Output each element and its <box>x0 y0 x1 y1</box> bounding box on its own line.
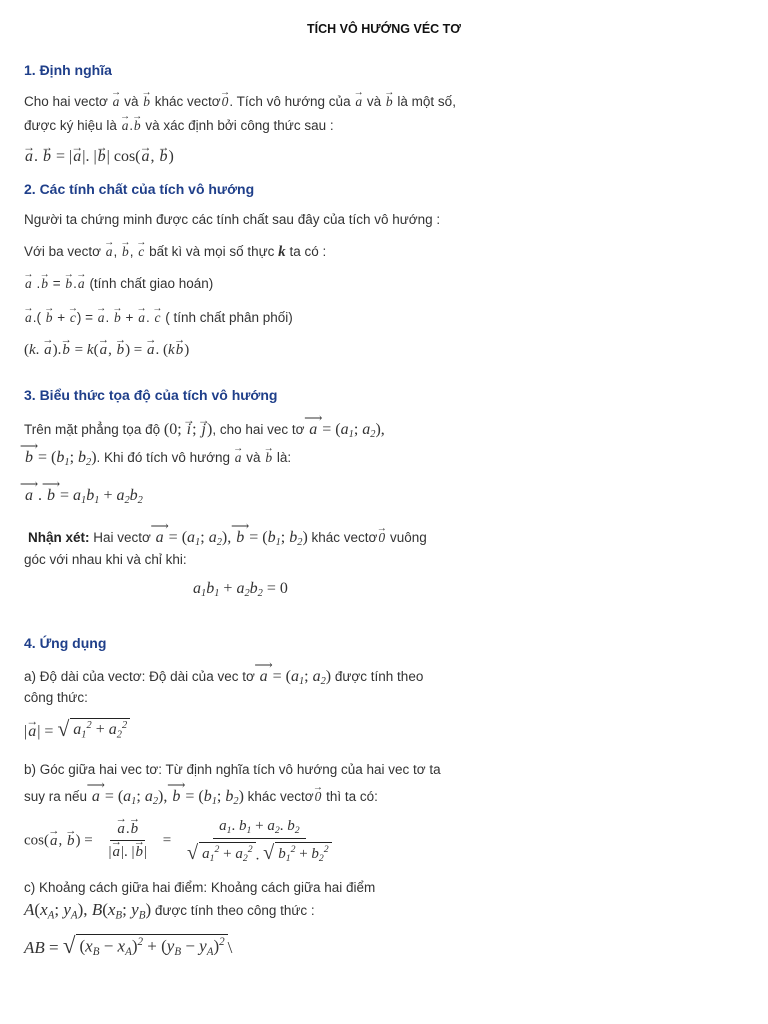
coordinate-line-2: ⟶ $b = (b_1$; $b_2$). Khi đó tích vô hướng → a và → b là: <box>24 449 291 468</box>
properties-condition: Với ba vectơ → a, → b, → c bất kì và mọi số thực k ta có : <box>24 244 326 261</box>
section-4-heading: 4. Ứng dụng <box>24 635 107 651</box>
definition-line-1: Cho hai vectơ → a và → b khác vectơ→ 0. Tích vô hướng của → a và → b là một số, <box>24 94 456 110</box>
length-formula: |→ a| = √ $a_1^2 + a_2^2$ <box>24 718 130 741</box>
section-1-heading: 1. Định nghĩa <box>24 62 112 78</box>
properties-intro: Người ta chứng minh được các tính chất sau đây của tích vô hướng : <box>24 212 441 227</box>
section-3-heading: 3. Biểu thức tọa độ của tích vô hướng <box>24 387 278 403</box>
orthogonality-condition: $a_1b_1 + a_2b_2 = 0$ <box>193 580 288 600</box>
angle-line-2: suy ra nếu ⟶ $a = (a_1$; $a_2$), ⟶ $b = (b_1$; $b_2$) khác vectơ→ 0 thì ta có: <box>24 788 378 807</box>
property-commutative: → a .→ b = → b.→ a (tính chất giao hoán) <box>24 276 213 292</box>
page-title: TÍCH VÔ HƯỚNG VÉC TƠ <box>307 22 461 36</box>
coordinate-formula: ⟶ a . ⟶ $b = a_1b_1 + a_2b_2$ <box>24 487 143 506</box>
remark-line-1: Nhận xét: Hai vectơ ⟶ $a = (a_1$; $a_2$), ⟶ $b = (b_1$; $b_2$) khác vectơ→ 0 vuông <box>28 529 427 548</box>
section-2-heading: 2. Các tính chất của tích vô hướng <box>24 181 255 197</box>
coordinate-line-1: Trên mặt phẳng tọa độ (0; → i; → j), cho hai vec tơ ⟶ $a = (a_1$; $a_2$), <box>24 421 385 440</box>
distance-line-1: c) Khoảng cách giữa hai điểm: Khoảng cách giữa hai điểm <box>24 880 376 895</box>
angle-formula: cos(→ a, → b) = → $\frac{a.\to b}{|\to a|. |\to b|}$ = $a_1$. $b_1 + a_2$. $b_2$ √ $a_1^2 + a_2^2$ . √ $b_1^2 + b_2^2$ <box>24 818 344 864</box>
length-line-1: a) Độ dài của vectơ: Độ dài của vec tơ ⟶ $a = (a_1$; $a_2$) được tính theo <box>24 668 423 687</box>
definition-line-2: được ký hiệu là → a.→ b và xác định bởi công thức sau : <box>24 118 334 134</box>
length-line-2: công thức: <box>24 690 88 705</box>
property-scalar: (k. → a).→ b = k(→ a, → b) = → a. (k→ b) <box>24 342 189 359</box>
angle-line-1: b) Góc giữa hai vec tơ: Từ định nghĩa tích vô hướng của hai vec tơ ta <box>24 762 441 777</box>
distance-line-2: $A(x_A$; $y_A$), $B(x_B$; $y_B$) được tính theo công thức : <box>24 900 315 922</box>
property-distributive: → a.( → b + → c) = → a. → b + → a. → c ( tính chất phân phối) <box>24 310 293 326</box>
remark-line-2: góc với nhau khi và chỉ khi: <box>24 552 187 567</box>
distance-formula: AB = √ $(x_B - x_A)^2 + (y_B - y_A)^2$ \ <box>24 932 233 958</box>
definition-formula: → a. → b = |→ a|. |→ b| cos(→ a, → b) <box>24 148 174 166</box>
